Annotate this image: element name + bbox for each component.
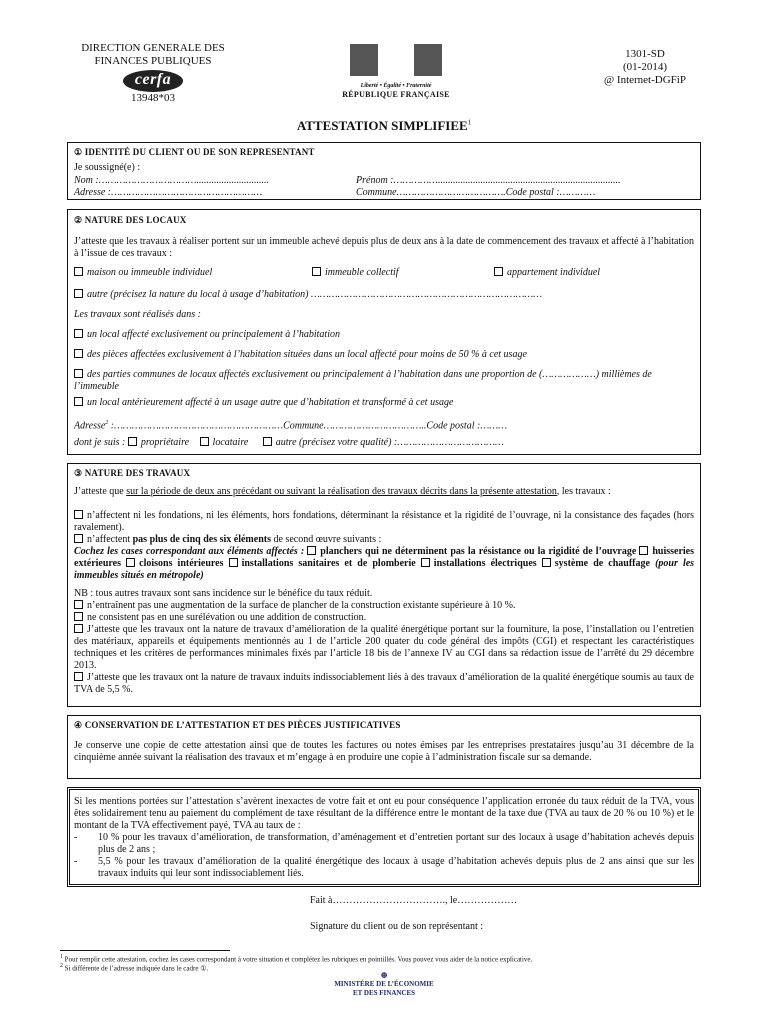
dgfip-block <box>68 42 238 105</box>
warning-text: Si les mentions portées sur l’attestation s’avèrent inexactes de votre fait et ont eu pour conséquence l’application erronée du taux réduit de la TVA, vous êtes solidairement tenu au paiement du complément de taxe résultant de la différence entre le montant de la taxe due (TVA au taux de 20 % ou 10 %) et le montant de la TVA effectivement payé, TVA au taux de : <box>74 796 694 831</box>
checkbox[interactable] <box>74 672 83 681</box>
section-travaux <box>67 463 701 707</box>
checkbox[interactable] <box>74 349 83 358</box>
form-source: @ Internet-DGFiP <box>604 74 686 86</box>
footnote-1: $^1$ Pour remplir cette attestation, cochez les cases correspondant à votre situation et complétez les rubriques en pointillés. Vous pouvez vous aider de la notice explicative. <box>60 954 533 964</box>
ministere-emblem-icon: ⊕ <box>380 970 388 980</box>
criterion-travaux-induits[interactable]: J’atteste que les travaux ont la nature de travaux induits indissociablement liés à des travaux d’amélioration de la qualité énergétique soumis au taux de TVA de 5,5 %. <box>74 672 694 695</box>
cerfa-logo: cerfa <box>123 70 183 92</box>
location-option-4[interactable]: un local antérieurement affecté à un usage autre que d’habitation et transformé à cet usage <box>74 397 694 409</box>
republique-francaise: RÉPUBLIQUE FRANÇAISE <box>342 90 450 99</box>
conservation-text: Je conserve une copie de cette attestation ainsi que de toutes les factures ou notes émises par les entreprises prestataires jusqu’au 31 décembre de la cinquième année suivant la réalisation des travaux et m’engage à en produire une copie à l’administration fiscale sur sa demande. <box>74 740 694 763</box>
checkbox[interactable] <box>74 397 83 406</box>
works-address-field[interactable]: Adresse$^2$ :…………………………………………………Commune……………………………..Code postal :……… <box>74 420 507 432</box>
works-location-label: Les travaux sont réalisés dans : <box>74 309 201 320</box>
checkbox[interactable] <box>74 612 83 621</box>
checkbox-sanitaires[interactable] <box>229 558 238 567</box>
checkbox[interactable] <box>494 267 503 276</box>
signature-label: Signature du client ou de son représentant : <box>310 921 484 932</box>
warning-bullet-2: - 5,5 % pour les travaux d’amélioration de la qualité énergétique des locaux à usage d’habitation achevés depuis plus de 2 ans ainsi que sur les travaux induits qui leur sont indissociablement liés. <box>74 856 694 879</box>
criterion-surface[interactable]: n’entraînent pas une augmentation de la surface de plancher de la construction existante supérieure à 10 %. <box>74 600 694 612</box>
soussigne-label: Je soussigné(e) : <box>74 162 141 173</box>
option-autre-local[interactable]: autre (précisez la nature du local à usage d’habitation) …………………………………………………………………… <box>74 289 694 301</box>
form-date: (01-2014) <box>623 61 667 73</box>
marianne-icon <box>346 42 446 82</box>
nom-field[interactable]: Nom :……………………………............................. <box>74 175 270 186</box>
title-text: ATTESTATION SIMPLIFIEE <box>296 118 468 133</box>
criterion-energetique[interactable]: J’atteste que les travaux ont la nature de travaux d’amélioration de la qualité énergétique portant sur la fourniture, la pose, l’installation ou l’entretien des matériaux, appareils et équipements mentionnés au 1 de l’article 200 quater du code général des impôts (CGI) et respectant les caractéristiques techniques et les critères de performances minimales fixés par l’article 18 bis de l’annexe IV au CGI dans sa rédaction issue de l’arrêté du 29 décembre 2013. <box>74 624 694 671</box>
cerfa-number: 13948*03 <box>131 92 175 104</box>
fait-a-field[interactable]: Fait à……………………………., le……………… <box>310 895 518 906</box>
location-option-2[interactable]: des pièces affectées exclusivement à l’habitation situées dans un local affecté pour moins de 50 % à cet usage <box>74 349 694 361</box>
checkbox-cloisons[interactable] <box>126 558 135 567</box>
penalty-warning <box>67 787 701 887</box>
location-option-1[interactable]: un local affecté exclusivement ou principalement à l’habitation <box>74 329 694 341</box>
title-footnote-ref: 1 <box>467 118 472 127</box>
section-locaux <box>67 209 701 455</box>
section-locaux-title: ② NATURE DES LOCAUX <box>74 215 187 225</box>
nb-note: NB : tous autres travaux sont sans incidence sur le bénéfice du taux réduit. <box>74 588 373 599</box>
warning-bullet-1: - 10 % pour les travaux d’amélioration, de transformation, d’aménagement et d’entretien portant sur des locaux à usage d’habitation achevés depuis plus de 2 ans ; <box>74 832 694 855</box>
form-code: 1301-SD <box>625 48 665 60</box>
dgfip-line1: DIRECTION GENERALE DES <box>81 42 225 54</box>
checkbox[interactable] <box>74 534 83 543</box>
marianne-logo <box>340 42 452 99</box>
checkbox-autre-qualite[interactable] <box>263 437 272 446</box>
document-title <box>0 118 768 134</box>
checkbox[interactable] <box>74 624 83 633</box>
dgfip-line2: FINANCES PUBLIQUES <box>94 55 212 67</box>
checkbox-proprietaire[interactable] <box>128 437 137 446</box>
form-reference <box>590 48 700 87</box>
travaux-attest: J’atteste que sur la période de deux ans précédant ou suivant la réalisation des travaux décrits dans la présente attestation, les travaux : <box>74 486 611 497</box>
ministere-line1: MINISTÈRE DE L’ÉCONOMIE <box>334 980 434 988</box>
section-identity <box>67 142 701 200</box>
checkbox[interactable] <box>74 329 83 338</box>
prenom-field[interactable]: Prénom :……………......................................................................... <box>356 175 621 186</box>
republic-motto: Liberté • Égalité • Fraternité <box>360 83 432 89</box>
section-conservation <box>67 715 701 779</box>
criterion-second-oeuvre[interactable]: n’affectent pas plus de cinq des six éléments de second œuvre suivants : <box>74 534 694 546</box>
location-option-3[interactable]: des parties communes de locaux affectés exclusivement ou principalement à l’habitation dans une proportion de (………………) millièmes de l’immeuble <box>74 369 652 392</box>
checkbox[interactable] <box>74 600 83 609</box>
footnote-divider <box>60 950 230 951</box>
qualite-line: dont je suis : propriétaire locataire autre (précisez votre qualité) :……………………………… <box>74 437 504 448</box>
option-maison[interactable]: maison ou immeuble individuel <box>74 267 304 279</box>
ministere-line2: ET DES FINANCES <box>352 989 416 997</box>
elements-list: Cochez les cases correspondant aux éléments affectés : planchers qui ne déterminent pas la résistance ou la rigidité de l’ouvrage huisseries extérieures cloisons intérieures installations sanitaires et de plomberie installations électriques système de chauffage (pour les immeubles situés en métropole) <box>74 546 695 581</box>
checkbox[interactable] <box>74 267 83 276</box>
criterion-fondations[interactable]: n’affectent ni les fondations, ni les éléments, hors fondations, déterminant la résistance et la rigidité de l’ouvrage, ni la consistance des façades (hors ravalement). <box>74 510 694 533</box>
commune-field[interactable]: Commune……………………………….Code postal :………… <box>356 187 596 198</box>
checkbox[interactable] <box>74 510 83 519</box>
section-travaux-title: ③ NATURE DES TRAVAUX <box>74 468 191 478</box>
checkbox[interactable] <box>74 289 83 298</box>
locaux-intro: J’atteste que les travaux à réaliser portent sur un immeuble achevé depuis plus de deux ans à la date de commencement des travaux et affecté à l’habitation à l’issue de ces travaux : <box>74 236 694 259</box>
checkbox-planchers[interactable] <box>307 546 316 555</box>
checkbox[interactable] <box>312 267 321 276</box>
checkbox[interactable] <box>74 369 83 378</box>
checkbox-chauffage[interactable] <box>542 558 551 567</box>
option-appartement[interactable]: appartement individuel <box>494 267 694 279</box>
checkbox-locataire[interactable] <box>200 437 209 446</box>
section-identity-title: ① IDENTITÉ DU CLIENT OU DE SON REPRESENTANT <box>74 147 315 157</box>
option-collectif[interactable]: immeuble collectif <box>312 267 482 279</box>
section-conservation-title: ④ CONSERVATION DE L’ATTESTATION ET DES PIÈCES JUSTIFICATIVES <box>74 720 401 730</box>
checkbox-electriques[interactable] <box>421 558 430 567</box>
footnote-2: $^2$ Si différente de l’adresse indiquée dans le cadre ①. <box>60 963 209 973</box>
ministere-logo <box>296 970 472 998</box>
checkbox-huisseries[interactable] <box>639 546 648 555</box>
adresse-field[interactable]: Adresse :…………………………………………… <box>74 187 263 198</box>
criterion-surelevation[interactable]: ne consistent pas en une surélévation ou une addition de construction. <box>74 612 694 624</box>
